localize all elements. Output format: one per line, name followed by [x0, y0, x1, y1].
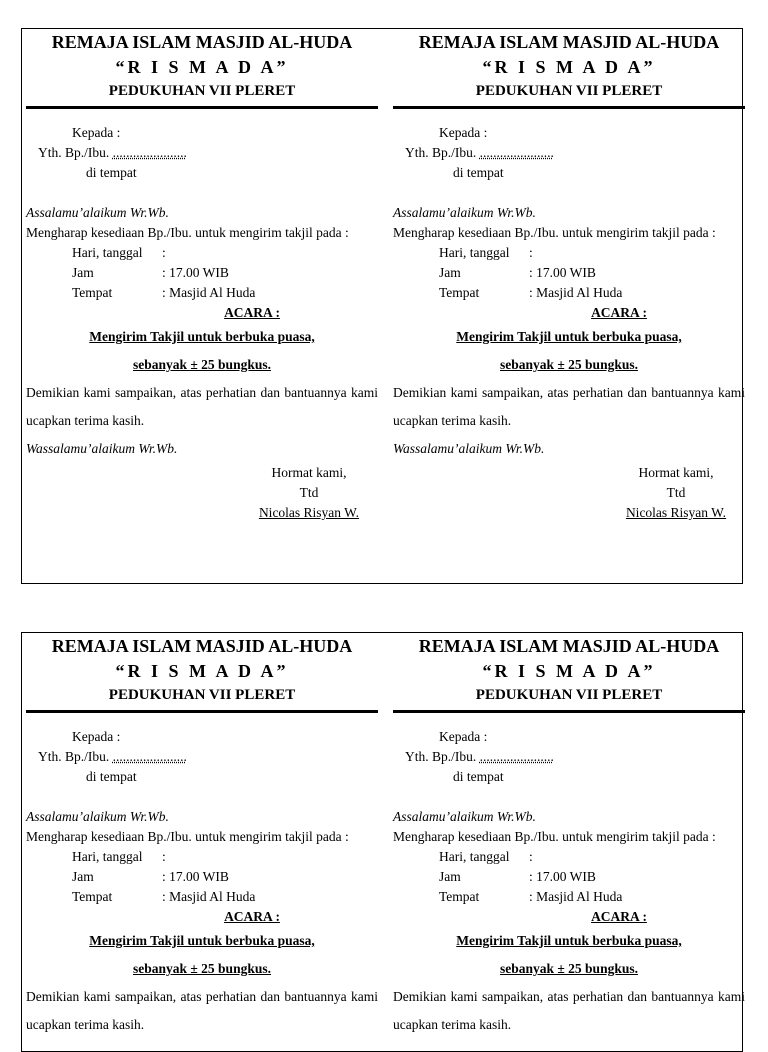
recipient-line [393, 143, 745, 163]
to-label: Kepada : [439, 125, 488, 140]
org-place: PEDUKUHAN VII PLERET [475, 83, 663, 99]
salam-open: Assalamu’alaikum Wr.Wb. [26, 809, 169, 824]
hari-value: : [162, 849, 166, 864]
hari-row [393, 847, 745, 867]
header-rule [393, 106, 745, 109]
jam-row [393, 867, 745, 887]
header-rule [26, 710, 378, 713]
hari-label: Hari, tanggal [439, 849, 510, 864]
salam-close: Wassalamu’alaikum Wr.Wb. [26, 441, 178, 456]
jam-row [26, 867, 378, 887]
recipient-dots: ...................... [479, 749, 554, 764]
org-title: REMAJA ISLAM MASJID AL-HUDA [51, 636, 353, 656]
hari-row [26, 243, 378, 263]
closing-text: Demikian kami sampaikan, atas perhatian dan bantuannya kami ucapkan terima kasih. [26, 385, 378, 428]
org-title: REMAJA ISLAM MASJID AL-HUDA [51, 32, 353, 52]
tempat-row [26, 283, 378, 303]
letter-left [26, 633, 378, 1039]
tempat-value: : Masjid Al Huda [162, 889, 256, 904]
letter-body [393, 123, 745, 523]
jam-value: : 17.00 WIB [162, 869, 229, 884]
letter-right [393, 633, 745, 1039]
di-tempat: di tempat [453, 165, 504, 180]
acara-line-2: sebanyak ± 25 bungkus. [500, 961, 638, 976]
closing-text: Demikian kami sampaikan, atas perhatian dan bantuannya kami ucapkan terima kasih. [393, 989, 745, 1032]
jam-row [26, 263, 378, 283]
invitation-card-top [21, 28, 743, 584]
jam-value: : 17.00 WIB [529, 869, 596, 884]
hari-row [26, 847, 378, 867]
org-place: PEDUKUHAN VII PLERET [108, 687, 296, 703]
to-label: Kepada : [72, 125, 121, 140]
hormat: Hormat kami, [271, 465, 347, 480]
request-text: Mengharap kesediaan Bp./Ibu. untuk mengirim takjil pada : [393, 829, 716, 844]
org-short: “R I S M A D A” [482, 57, 656, 77]
hari-value: : [529, 849, 533, 864]
letter-right [393, 29, 745, 523]
hari-value: : [162, 245, 166, 260]
yth-label: Yth. Bp./Ibu. [405, 749, 480, 764]
request-text: Mengharap kesediaan Bp./Ibu. untuk mengirim takjil pada : [26, 829, 349, 844]
recipient-line [393, 747, 745, 767]
org-short: “R I S M A D A” [115, 57, 289, 77]
tempat-label: Tempat [72, 285, 113, 300]
tempat-label: Tempat [439, 889, 480, 904]
acara-line-1: Mengirim Takjil untuk berbuka puasa, [456, 329, 682, 344]
hari-label: Hari, tanggal [72, 849, 143, 864]
acara-line-2: sebanyak ± 25 bungkus. [133, 961, 271, 976]
tempat-row [393, 283, 745, 303]
org-short: “R I S M A D A” [115, 661, 289, 681]
signer-name: Nicolas Risyan W. [258, 505, 360, 520]
letter-left [26, 29, 378, 523]
to-label: Kepada : [439, 729, 488, 744]
salam-open: Assalamu’alaikum Wr.Wb. [26, 205, 169, 220]
jam-value: : 17.00 WIB [529, 265, 596, 280]
hari-label: Hari, tanggal [439, 245, 510, 260]
org-title: REMAJA ISLAM MASJID AL-HUDA [418, 636, 720, 656]
org-place: PEDUKUHAN VII PLERET [475, 687, 663, 703]
yth-label: Yth. Bp./Ibu. [405, 145, 480, 160]
signer-name: Nicolas Risyan W. [625, 505, 727, 520]
acara-label: ACARA : [591, 305, 647, 320]
tempat-value: : Masjid Al Huda [529, 889, 623, 904]
jam-label: Jam [72, 869, 94, 884]
acara-line-1: Mengirim Takjil untuk berbuka puasa, [89, 329, 315, 344]
ttd: Ttd [666, 485, 686, 500]
acara-line-2: sebanyak ± 25 bungkus. [500, 357, 638, 372]
acara-label: ACARA : [591, 909, 647, 924]
jam-label: Jam [439, 869, 461, 884]
jam-label: Jam [72, 265, 94, 280]
acara-line-1: Mengirim Takjil untuk berbuka puasa, [456, 933, 682, 948]
salam-open: Assalamu’alaikum Wr.Wb. [393, 809, 536, 824]
invitation-card-bottom [21, 632, 743, 1052]
yth-label: Yth. Bp./Ibu. [38, 145, 113, 160]
hari-label: Hari, tanggal [72, 245, 143, 260]
di-tempat: di tempat [453, 769, 504, 784]
recipient-line [26, 143, 378, 163]
request-text: Mengharap kesediaan Bp./Ibu. untuk mengirim takjil pada : [393, 225, 716, 240]
jam-row [393, 263, 745, 283]
hormat: Hormat kami, [638, 465, 714, 480]
acara-label: ACARA : [224, 305, 280, 320]
request-text: Mengharap kesediaan Bp./Ibu. untuk mengirim takjil pada : [26, 225, 349, 240]
org-title: REMAJA ISLAM MASJID AL-HUDA [418, 32, 720, 52]
salam-open: Assalamu’alaikum Wr.Wb. [393, 205, 536, 220]
ttd: Ttd [299, 485, 319, 500]
acara-label: ACARA : [224, 909, 280, 924]
closing-text: Demikian kami sampaikan, atas perhatian dan bantuannya kami ucapkan terima kasih. [26, 989, 378, 1032]
header-rule [26, 106, 378, 109]
letter-body [393, 727, 745, 1039]
salam-close: Wassalamu’alaikum Wr.Wb. [393, 441, 545, 456]
org-place: PEDUKUHAN VII PLERET [108, 83, 296, 99]
recipient-dots: ...................... [112, 145, 187, 160]
tempat-label: Tempat [439, 285, 480, 300]
recipient-line [26, 747, 378, 767]
to-label: Kepada : [72, 729, 121, 744]
tempat-value: : Masjid Al Huda [162, 285, 256, 300]
tempat-value: : Masjid Al Huda [529, 285, 623, 300]
header-rule [393, 710, 745, 713]
hari-value: : [529, 245, 533, 260]
tempat-label: Tempat [72, 889, 113, 904]
letter-body [26, 727, 378, 1039]
jam-label: Jam [439, 265, 461, 280]
yth-label: Yth. Bp./Ibu. [38, 749, 113, 764]
hari-row [393, 243, 745, 263]
recipient-dots: ...................... [112, 749, 187, 764]
tempat-row [393, 887, 745, 907]
org-short: “R I S M A D A” [482, 661, 656, 681]
acara-line-1: Mengirim Takjil untuk berbuka puasa, [89, 933, 315, 948]
di-tempat: di tempat [86, 165, 137, 180]
recipient-dots: ...................... [479, 145, 554, 160]
letter-body [26, 123, 378, 523]
tempat-row [26, 887, 378, 907]
closing-text: Demikian kami sampaikan, atas perhatian dan bantuannya kami ucapkan terima kasih. [393, 385, 745, 428]
acara-line-2: sebanyak ± 25 bungkus. [133, 357, 271, 372]
jam-value: : 17.00 WIB [162, 265, 229, 280]
di-tempat: di tempat [86, 769, 137, 784]
